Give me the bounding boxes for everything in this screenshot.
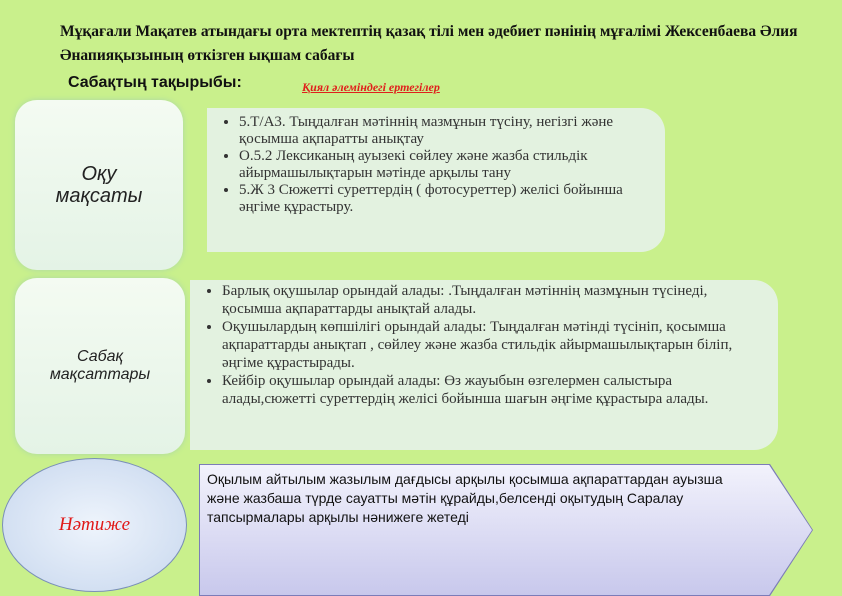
slide-title: Мұқағали Мақатев атындағы орта мектептің қазақ тілі мен әдебиет пәнінің мұғалімі Жексенбаева Әлия Әнапияқызының өткізген ықшам сабағы bbox=[60, 23, 798, 64]
lesson-objectives-label: Сабақ мақсаттары bbox=[49, 348, 151, 383]
learning-objectives-label: Оқу мақсаты bbox=[55, 163, 143, 207]
learning-objective-item: • О.5.2 Лексиканың ауызекі сөйлеу және жазба стильдік айырмашылықтарын мәтінде арқылы тану bbox=[239, 148, 655, 182]
lesson-objectives-box bbox=[190, 280, 778, 450]
result-text: Оқылым айтылым жазылым дағдысы арқылы қосымша ақпараттардан ауызша және жазбаша түрде сауатты мәтін құрайды,белсенді оқытудың Саралау тапсырмалары арқылы нәнижеге жетеді bbox=[207, 471, 723, 525]
lesson-objective-item: • Барлық оқушылар орындай алады: .Тыңдалған мәтіннің мазмұнын түсінеді, қосымша ақпараттарды анықтай алады. bbox=[222, 282, 768, 318]
lesson-objective-item: • Кейбір оқушылар орындай алады: Өз жауыбын өзгелермен салыстыра алады,сюжетті суреттердің желісі бойынша шағын әңгіме құрастыра алады. bbox=[222, 372, 768, 408]
lesson-objective-item: • Оқушылардың көпшілігі орындай алады: Тыңдалған мәтінді түсініп, қосымша ақпараттарды анықтап , сөйлеу және жазба стильдік айырмашылықтарын біліп, әңгіме құрастырады. bbox=[222, 318, 768, 372]
learning-objective-item: • 5.Ж 3 Сюжетті суреттердің ( фотосуреттер) желісі бойынша әңгіме құрастыру. bbox=[239, 182, 655, 216]
learning-objective-item: • 5.Т/А3. Тыңдалған мәтіннің мазмұнын түсіну, негізгі және қосымша ақпаратты анықтау bbox=[239, 114, 655, 148]
learning-objectives-label-box bbox=[15, 100, 183, 270]
topic-label: Сабақтың тақырыбы: bbox=[68, 74, 242, 91]
lesson-objectives-label-box bbox=[15, 278, 185, 454]
result-label: Нәтиже bbox=[58, 514, 131, 535]
learning-objectives-box bbox=[207, 108, 665, 252]
topic-title: Қиял әлеміндегі ертегілер bbox=[302, 80, 440, 94]
result-label-ellipse bbox=[2, 458, 187, 592]
